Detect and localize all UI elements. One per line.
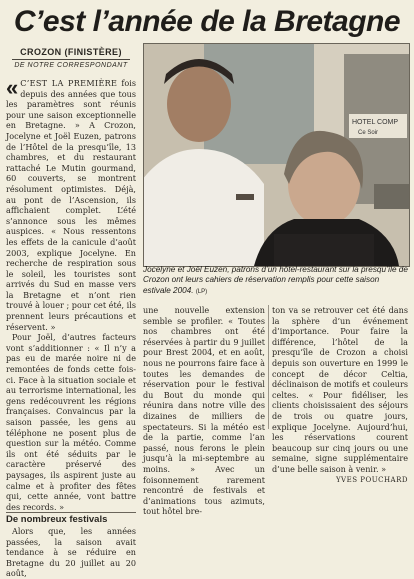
subhead: De nombreux festivals: [6, 512, 136, 526]
headline: C’est l’année de la Bretagne: [13, 5, 401, 38]
paragraph-2: Pour Joël, d’autres facteurs vont s’additionner : « Il n’y a pas eu de marée noire ni de remontées de fonds cette fois-ci. Face à la situation sociale et au terrorisme international, les gens redécouvrent les régions françaises. Convaincus par la saison passée, les gens au téléphone ne posent plus de question sur la météo. Comme ils ont été séduits par le caractère préservé des paysages, ils aspirent juste au calme et à profiter des fêtes qui, cette année, vont battre des records. »: [6, 332, 136, 512]
article-column-3: [272, 305, 408, 485]
paragraph-4: une nouvelle extension semble se profiler. « Toutes nos chambres ont été réservées à partir du 9 juillet pour Brest 2004, et en août, nous ne pourrons faire face à toutes les demandes de réservation pour le festival du Bout du monde qui réunira dans notre ville des dizaines de milliers de spectateurs. Si la météo est de la partie, comme l’an passé, nous ferons le plein jusqu’à la mi-septembre au moins. » Avec un foisonnement rarement rencontré de festivals et d’animations tous azimuts, tout hôtel bre-: [143, 305, 265, 517]
author-signature: YVES POUCHARD: [335, 475, 408, 484]
paragraph-3: Alors que, les années passées, la saison avait tendance à se réduire en Bretagne du 20 juillet au 20 août,: [6, 525, 136, 579]
paragraph-1: fois depuis des années que tous les paramètres sont réunis pour une saison exceptionnelle en Bretagne. » A Crozon, Jocelyne et Joël Euzen, patrons de l’Hôtel de la presqu’île, 13 chambres, et du restaurant rattaché Le Mutin gourmand, 60 couverts, se montrent résolument optimistes. Déjà, au pont de l’Ascension, ils affichaient complet. L’été s’annonce sous les mêmes auspices. « Nous ressentons les effets de la canicule d’août 2003, explique Jocelyne. En recherche de respiration sous le soleil, les touristes sont arrivés du Sud en masse vers la Bretagne et n’ont rien trouvé à louer ; pour cet été, ils prennent leurs précautions et réservent. »: [6, 78, 136, 332]
photo-caption-text: Jocelyne et Joël Euzen, patrons d’un hôtel-restaurant sur la presqu’île de Crozon ont leurs cahiers de réservation remplis pour cette saison estivale 2004.: [143, 265, 408, 295]
photo-caption: [143, 265, 408, 297]
byline-correspondent: DE NOTRE CORRESPONDANT: [14, 62, 128, 69]
article-column-1: [6, 75, 136, 579]
article-photo: [143, 43, 410, 267]
photo-illustration: [144, 44, 409, 266]
photo-credit: (LP): [195, 288, 208, 295]
photo-sign-text: HOTEL COMP: [352, 119, 399, 126]
lead-opening: C’EST LA PREMIÈRE: [20, 78, 118, 88]
photo-sign-text-2: Ce Soir: [358, 130, 379, 136]
lead-quote-mark: «: [6, 75, 19, 100]
article-column-2: [143, 305, 265, 517]
paragraph-5: ton va se retrouver cet été dans la sphère d’un événement d’importance. Pour faire la différence, l’hôtel de la presqu’île de Crozon a choisi depuis son ouverture en 1999 le concept de décor Celtia, déclinaison de motifs et couleurs celtes. « Pour fidéliser, les clients choisissaient des séjours de trois ou quatre jours, explique Jocelyne. Aujourd’hui, les réservations courent beaucoup sur cinq jours ou une semaine, signe supplémentaire d’une belle saison à venir. »: [272, 305, 408, 474]
byline-location: CROZON (FINISTÈRE): [20, 47, 122, 57]
column-divider: [268, 305, 269, 429]
byline: [6, 47, 136, 69]
lead-paragraph: [6, 75, 136, 332]
byline-rule: [12, 59, 130, 60]
